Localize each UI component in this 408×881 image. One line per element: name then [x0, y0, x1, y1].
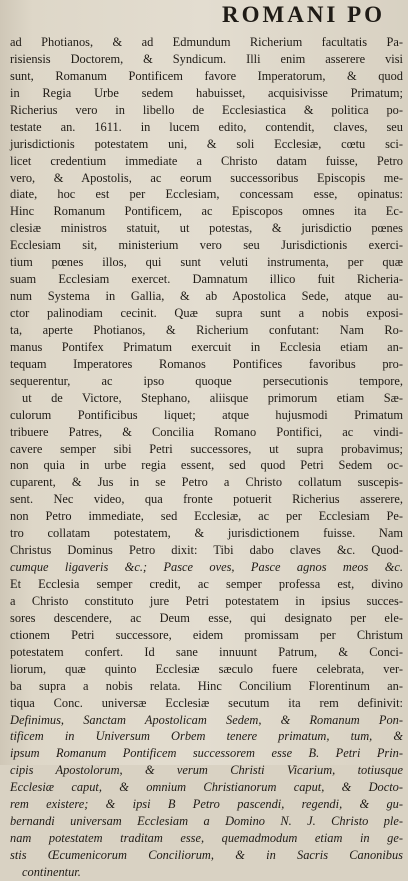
text-line: ctor palinodiam cecinit. Quæ supra sunt a nobis exposi- [10, 306, 403, 320]
text-line: jurisdictionis potestatem uni, & soli Ecclesiæ, cœtu sci- [10, 136, 403, 151]
text-line: cipis Apostolorum, & verum Christi Vicarium, totiusque [10, 763, 403, 778]
text-line: cumque ligaveris &c.; Pasce oves, Pasce agnos meos &c. [10, 560, 403, 575]
text-line: clesiæ ministros statuit, ut potestas, & jurisdictio pœnes [10, 221, 403, 236]
text-line: vero, & Apostolis, ac eorum successoribus Episcopis me- [10, 170, 403, 185]
text-line: tium pœnes illos, qui sunt veluti instrumenta, per quæ [10, 255, 403, 270]
text-line: tequam Imperatores Romanos Pontifices favoribus pro- [10, 356, 403, 371]
text-line: bernandi universam Ecclesiam a Domino N. J. Christo ple- [10, 814, 403, 829]
text-line: sequerentur, ac ipso quoque persecutionis tempore, [10, 373, 403, 388]
text-line: continentur. [22, 864, 81, 879]
text-line: Richerius vero in libello de Ecclesiastica & politica po- [10, 102, 403, 117]
text-line: diate, hoc est per Ecclesiam, concessam esse, opinatus: [10, 187, 403, 202]
text-line: sores descendere, ac Deum esse, qui designato per ele- [10, 610, 403, 625]
text-line: Et Ecclesia semper credit, ac semper professa est, divino [10, 577, 403, 591]
text-line: Ecclesiæ caput, & omnium Christianorum caput, & Docto- [10, 780, 403, 795]
text-line: cuparent, & Jus in se Petro a Christo collatum suscepis- [10, 475, 403, 490]
text-line: ipsum Romanum Pontificem successorem esse B. Petri Prin- [10, 746, 403, 761]
body-text [10, 34, 403, 881]
text-line: culorum Pontificibus liquet; atque hujusmodi Primatum [10, 407, 403, 422]
text-line: liorum, quæ quinto Ecclesiæ sæculo fuere celebrata, ver- [10, 661, 403, 676]
text-line: Hinc Romanum Pontificem, ac Episcopos omnes ita Ec- [10, 204, 403, 219]
text-line: ta, aperte Photianos, & Richerium confutant: Nam Ro- [10, 322, 403, 337]
text-line: a Christo constituto jure Petri potestatem in ipsius succes- [10, 593, 403, 608]
text-line: sent. Nec video, qua fronte potuerit Richerius asserere, [10, 492, 403, 507]
text-line: manus Pontifex Primatum exercuit in Ecclesia etiam an- [10, 339, 403, 354]
text-line: in Regia Urbe sedem habuisset, acquisivisse Primatum; [10, 85, 403, 100]
text-line: potestatem confert. Id sane innuunt Patrum, & Conci- [10, 644, 403, 659]
text-line: rem existere; & ipsi B Petro pascendi, regendi, & gu- [10, 797, 403, 812]
text-line: risiensis Doctorem, & Syndicum. Illi enim asserere visi [10, 51, 403, 66]
text-line: Christus Dominus Petro dixit: Tibi dabo claves &c. Quod- [10, 543, 403, 558]
running-head: ROMANI PO [222, 2, 386, 27]
text-line: tribuere Patres, & Concilia Romano Pontifici, ac vindi- [10, 424, 403, 439]
text-line: cavere semper sibi Petri successores, ut supra probavimus; [10, 441, 403, 456]
text-line: num Systema in Gallia, & ab Apostolica Sede, atque au- [10, 289, 403, 304]
text-line: ctionem Petri successore, eidem promissam per Christum [10, 627, 403, 642]
text-line: tro collatam potestatem, & jurisdictionem fuisse. Nam [10, 526, 403, 541]
text-line: ut de Victore, Stephano, aliisque primorum etiam Sæ- [22, 390, 403, 405]
text-line: Ecclesiam sit, ministerium vero seu Jurisdictionis exerci- [10, 238, 403, 253]
text-line: ba supra a nobis relata. Hinc Concilium Florentinum an- [10, 678, 403, 693]
text-line: ad Photianos, & ad Edmundum Richerium facultatis Pa- [10, 35, 403, 49]
text-line: suam Ecclesiam exercet. Damnatum illico fuit Richeria- [10, 272, 403, 287]
text-line: Definimus, Sanctam Apostolicam Sedem, & Romanum Pon- [10, 712, 403, 727]
text-line: nam potestatem traditam esse, quemadmodum etiam in ge- [10, 831, 403, 846]
text-line: tificem in Universum Orbem tenere primatum, tum, & [10, 729, 403, 744]
text-line: stis Œcumenicorum Conciliorum, & in Sacris Canonibus [10, 848, 403, 862]
text-line: testate an. 1611. in lucem edito, contendit, claves, seu [10, 119, 403, 134]
text-line: non quia in urbe regia essent, sed quod Petri Sedem oc- [10, 458, 403, 473]
text-line: tiqua Conc. universæ Ecclesiæ secutum ita rem definivit: [10, 695, 403, 710]
text-line: licet credentium immediate a Christo datam fuisse, Petro [10, 153, 403, 168]
text-line: non Petro immediate, sed Ecclesiæ, ac per Ecclesiam Pe- [10, 509, 403, 524]
text-line: sunt, Romanum Pontificem favore Imperatorum, & quod [10, 68, 403, 83]
